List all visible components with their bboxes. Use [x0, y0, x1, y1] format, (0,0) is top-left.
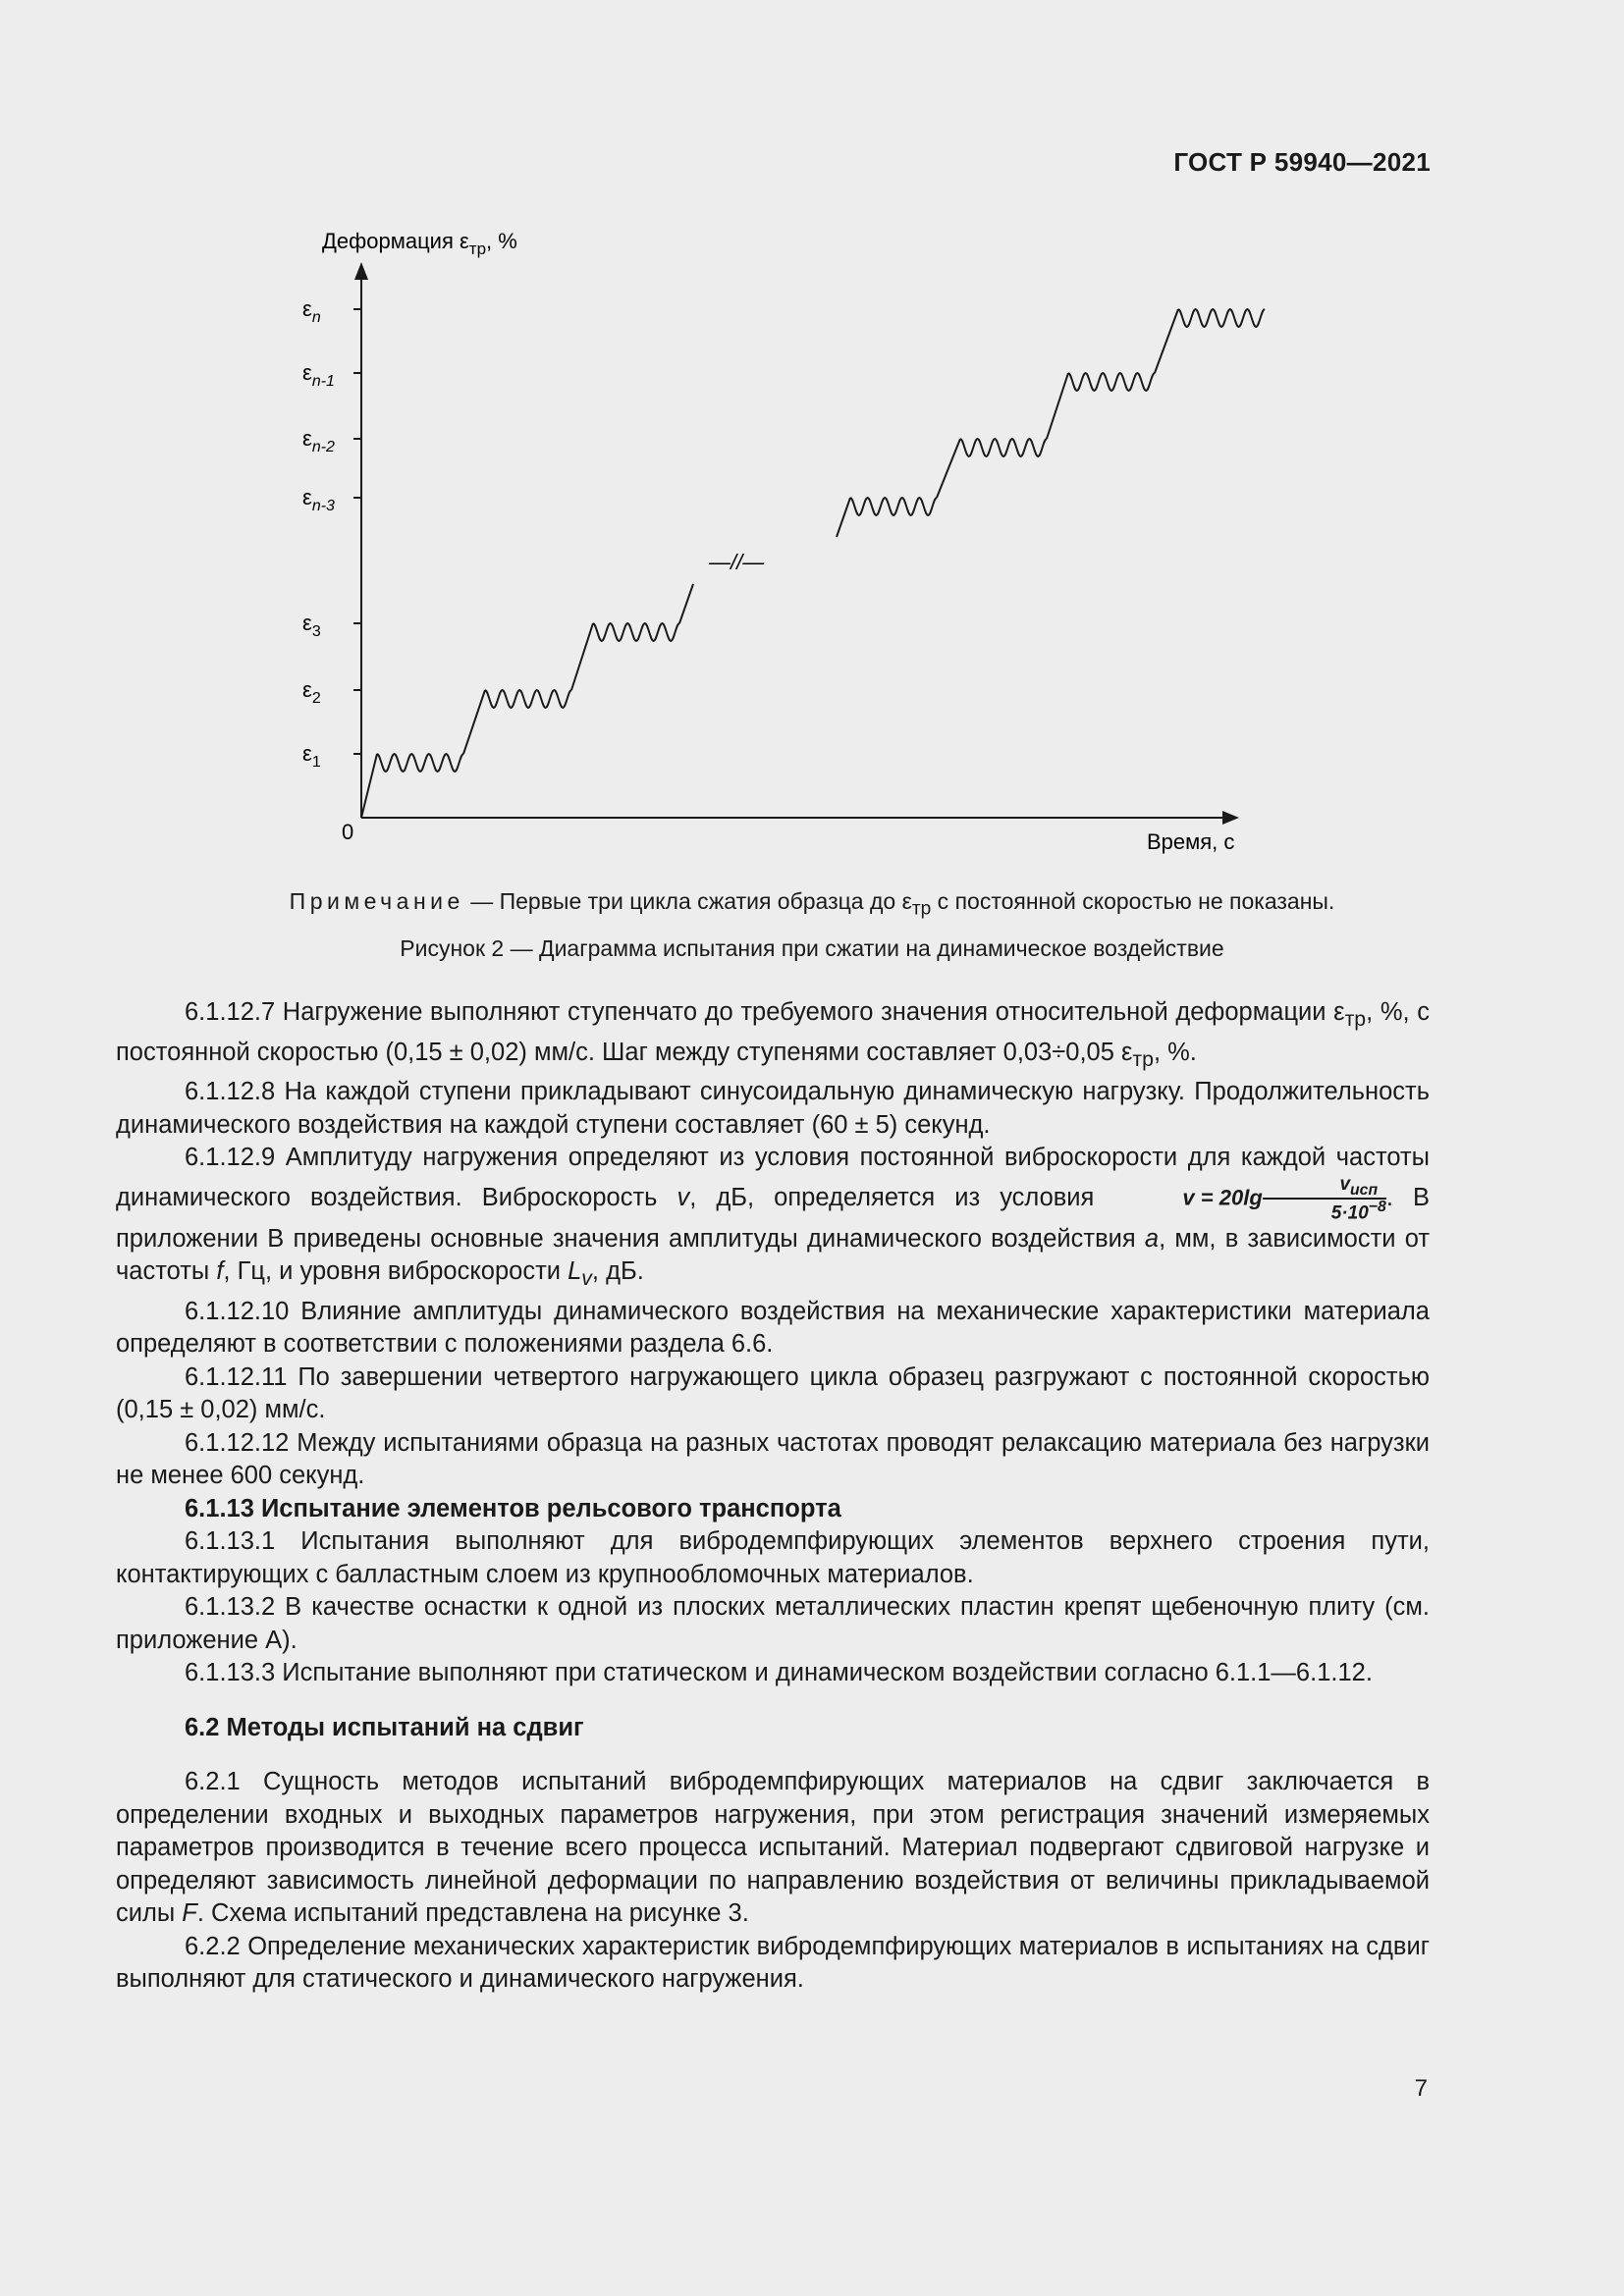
p3-text-e: , Гц, и уровня виброскорости [223, 1257, 568, 1286]
ramp-5 [1047, 373, 1068, 439]
figure-note [0, 888, 1624, 921]
figure-caption: Рисунок 2 — Диаграмма испытания при сжатии на динамическое воздействие [400, 935, 1224, 961]
ramp-6 [1155, 309, 1178, 373]
p10-var-F: F [182, 1899, 197, 1928]
y-tick-label-2: $\varepsilon_3$ [302, 611, 321, 640]
p10-text-b: . Схема испытаний представлена на рисунке 3. [196, 1899, 749, 1928]
origin-label: 0 [342, 820, 354, 844]
formula-lhs: v = 20lg [1182, 1184, 1263, 1209]
y-tick-label-6: $\varepsilon_n$ [302, 296, 321, 326]
p3-text-d: , мм, в зависимости от частоты [116, 1224, 1430, 1286]
paragraph-6-2-1 [116, 1766, 1430, 1931]
y-axis-arrow [354, 262, 368, 280]
formula-den-exp: −8 [1368, 1199, 1386, 1216]
p3-var-f: f [216, 1257, 224, 1286]
plateau-0 [377, 754, 463, 772]
p3-var-a: a [1144, 1224, 1160, 1253]
heading-6-1-13: 6.1.13 Испытание элементов рельсового транспорта [185, 1494, 841, 1522]
heading-6-2: 6.2 Методы испытаний на сдвиг [185, 1713, 584, 1741]
p3-var-L-sub: v [581, 1266, 592, 1291]
y-tick-label-0: $\varepsilon_1$ [302, 741, 321, 771]
p3-text-b: , дБ, определяется из условия [689, 1183, 1114, 1211]
p1-text-a: 6.1.12.7 Нагружение выполняют ступенчато до требуемого значения относительной деформации ε [185, 998, 1345, 1026]
formula-numerator [1263, 1175, 1386, 1201]
formula-den-base: 5·10 [1330, 1202, 1369, 1224]
ramp-2 [571, 623, 593, 690]
note-label: Примечание [289, 888, 464, 914]
p3-var-v: v [677, 1183, 690, 1211]
test-diagram-chart [285, 221, 1267, 869]
formula-num-var: v [1339, 1173, 1351, 1195]
page-number: 7 [1414, 2075, 1428, 2102]
ramp-break-out [837, 498, 850, 537]
formula-denominator [1263, 1200, 1386, 1222]
paragraph-6-1-13-3: 6.1.13.3 Испытание выполняют при статическом и динамическом воздействии согласно 6.1.1—6.1.12. [185, 1659, 1373, 1687]
formula-num-sub: исп [1350, 1181, 1379, 1199]
y-tick-label-1: $\varepsilon_2$ [302, 677, 321, 707]
p3-text-c: . В приложении В приведены основные значения амплитуды динамического воздействия [116, 1183, 1430, 1253]
plateau-3 [850, 498, 937, 515]
paragraph-6-2-2: 6.2.2 Определение механических характеристик вибродемпфирующих материалов в испытаниях на сдвиг выполняют для статического и динамического нагружения. [116, 1932, 1430, 1994]
p1-sub2: тр [1132, 1046, 1154, 1071]
paragraph-6-1-12-11: 6.1.12.11 По завершении четвертого нагружающего цикла образец разгружают с постоянной скоростью (0,15 ± 0,02) мм/с. [116, 1362, 1430, 1424]
ramp-1 [463, 690, 485, 754]
p3-var-L: L [568, 1257, 582, 1286]
paragraph-6-1-13-2: 6.1.13.2 В качестве оснастки к одной из плоских металлических пластин крепят щебеночную плиту (см. приложение А). [116, 1593, 1430, 1654]
p3-text-g: , дБ. [591, 1257, 644, 1286]
paragraph-6-1-12-7 [116, 996, 1430, 1076]
chart-axes [354, 262, 1239, 825]
vibration-velocity-formula [1113, 1175, 1385, 1223]
document-header: ГОСТ Р 59940—2021 [1173, 147, 1431, 177]
plateau-6 [1178, 309, 1265, 327]
paragraph-6-1-12-8: 6.1.12.8 На каждой ступени прикладывают синусоидальную динамическую нагрузку. Продолжительность динамического воздействия на каждой ступени составляет (60 ± 5) секунд. [116, 1078, 1430, 1139]
y-tick-label-4: $\varepsilon_{n-2}$ [302, 426, 335, 455]
formula-fraction [1263, 1175, 1386, 1223]
p1-text-b: , %, с постоянной скоростью (0,15 ± 0,02) мм/с. Шаг между ступенями составляет 0,03÷0,05 ε [116, 998, 1431, 1066]
plateau-1 [485, 690, 571, 708]
plateau-4 [960, 439, 1047, 456]
note-text-after: с постоянной скоростью не показаны. [931, 888, 1335, 914]
ramp-4 [937, 439, 960, 498]
p10-text-a: 6.2.1 Сущность методов испытаний вибродемпфирующих материалов на сдвиг заключается в определении входных и выходных параметров нагружения, при этом регистрация значений измеряемых параметров производится в течение всего процесса испытаний. Материал подвергают сдвиговой нагрузке и определяют зависимость линейной деформации по направлению воздействия от величины прикладываемой силы [116, 1768, 1430, 1928]
axis-break-mark: —//— [709, 550, 765, 574]
y-axis-label: Деформация $\varepsilon_{тр}$, % [322, 229, 517, 258]
y-tick-label-5: $\varepsilon_{n-1}$ [302, 360, 335, 390]
paragraph-6-1-12-9 [116, 1142, 1430, 1296]
p1-sub1: тр [1344, 1007, 1367, 1032]
p3-text-a: 6.1.12.9 Амплитуду нагружения определяют из условия постоянной виброскорости для каждой частоты динамического воздействия. Виброскорость [116, 1144, 1430, 1211]
body-text [116, 996, 1430, 1997]
x-axis-label: Время, с [1147, 829, 1235, 854]
plateau-2 [593, 623, 679, 641]
paragraph-6-1-13-1: 6.1.13.1 Испытания выполняют для вибродемпфирующих элементов верхнего строения пути, контактирующих с балластным слоем из крупнообломочных материалов. [116, 1527, 1430, 1588]
note-subscript: тр [911, 898, 932, 920]
y-tick-label-3: $\varepsilon_{n-3}$ [302, 485, 335, 514]
y-tick-labels [302, 296, 361, 771]
ramp-break-in [679, 584, 693, 623]
note-text-before: — Первые три цикла сжатия образца до ε [463, 888, 912, 914]
paragraph-6-1-12-12: 6.1.12.12 Между испытаниями образца на разных частотах проводят релаксацию материала без нагрузки не менее 600 секунд. [116, 1428, 1430, 1490]
p1-text-c: , %. [1153, 1038, 1197, 1066]
plateau-5 [1068, 373, 1155, 391]
strain-curve [361, 309, 1265, 818]
paragraph-6-1-12-10: 6.1.12.10 Влияние амплитуды динамического воздействия на механические характеристики материала определяют в соответствии с положениями раздела 6.6. [116, 1297, 1430, 1359]
ramp-0 [361, 754, 377, 818]
x-axis-arrow [1222, 811, 1239, 825]
